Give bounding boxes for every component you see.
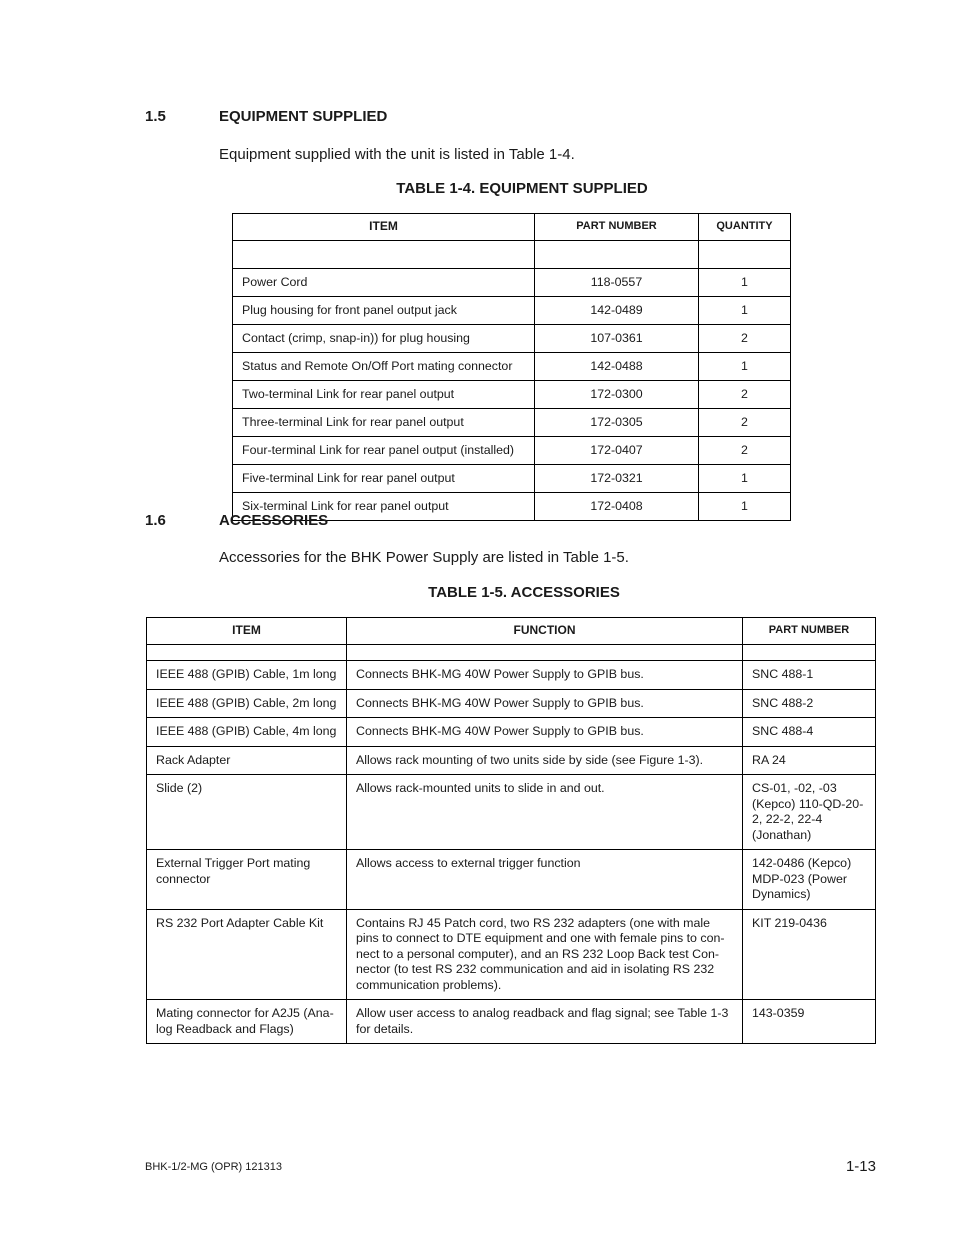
- table-cell: Contains RJ 45 Patch cord, two RS 232 adapters (one with male pins to connect to DTE equipment and one with female pins to con-nect to a personal computer), and an RS 232 Loop Back test Con-nector (to test RS 232 communication and aid in isolating RS 232 communication problems).: [347, 909, 743, 1000]
- table-cell: Allow user access to analog readback and flag signal; see Table 1-3 for details.: [347, 1000, 743, 1044]
- section-title: EQUIPMENT SUPPLIED: [219, 108, 388, 125]
- table-cell: IEEE 488 (GPIB) Cable, 2m long: [147, 689, 347, 718]
- table-cell: 107-0361: [535, 325, 699, 353]
- column-header: ITEM: [233, 214, 535, 241]
- section-paragraph: Accessories for the BHK Power Supply are listed in Table 1-5.: [219, 549, 629, 566]
- table-row: [147, 689, 876, 718]
- page-number: 1-13: [845, 1158, 876, 1175]
- table-row: [147, 850, 876, 910]
- table-row: [233, 353, 791, 381]
- table-header-row: [147, 618, 876, 645]
- table-cell: Rack Adapter: [147, 746, 347, 775]
- table-cell: Connects BHK-MG 40W Power Supply to GPIB bus.: [347, 689, 743, 718]
- table-cell: Mating connector for A2J5 (Ana-log Readback and Flags): [147, 1000, 347, 1044]
- table-caption: TABLE 1-4. EQUIPMENT SUPPLIED: [396, 180, 648, 197]
- table-caption: TABLE 1-5. ACCESSORIES: [428, 584, 620, 601]
- table-cell: 1: [699, 297, 791, 325]
- table-row: [233, 465, 791, 493]
- table-cell: Plug housing for front panel output jack: [233, 297, 535, 325]
- table-cell: Status and Remote On/Off Port mating connector: [233, 353, 535, 381]
- table-cell: External Trigger Port mating connector: [147, 850, 347, 910]
- column-header: PART NUMBER: [743, 618, 876, 645]
- table-cell: 118-0557: [535, 269, 699, 297]
- table-cell: 172-0407: [535, 437, 699, 465]
- table-cell: Two-terminal Link for rear panel output: [233, 381, 535, 409]
- table-header-row: [233, 214, 791, 241]
- table-cell: 172-0300: [535, 381, 699, 409]
- table-row: [233, 437, 791, 465]
- table-cell: 1: [699, 493, 791, 521]
- table-row: [147, 775, 876, 850]
- document-id: BHK-1/2-MG (OPR) 121313: [145, 1161, 282, 1173]
- table-cell: CS-01, -02, -03 (Kepco) 110-QD-20-2, 22-2, 22-4 (Jonathan): [743, 775, 876, 850]
- table-cell: 142-0486 (Kepco) MDP-023 (Power Dynamics): [743, 850, 876, 910]
- table-row: [147, 909, 876, 1000]
- table-cell: Power Cord: [233, 269, 535, 297]
- table-cell: 2: [699, 325, 791, 353]
- table-cell: Allows rack mounting of two units side by side (see Figure 1-3).: [347, 746, 743, 775]
- table-cell: RS 232 Port Adapter Cable Kit: [147, 909, 347, 1000]
- table-cell: 1: [699, 465, 791, 493]
- accessories-table: [146, 617, 876, 1044]
- table-cell: 2: [699, 409, 791, 437]
- table-cell: 2: [699, 381, 791, 409]
- table-cell: KIT 219-0436: [743, 909, 876, 1000]
- table-row: [233, 409, 791, 437]
- table-cell: Three-terminal Link for rear panel output: [233, 409, 535, 437]
- table-cell: SNC 488-4: [743, 718, 876, 747]
- table-cell: 1: [699, 353, 791, 381]
- table-cell: Four-terminal Link for rear panel output (installed): [233, 437, 535, 465]
- equipment-supplied-table: [232, 213, 791, 521]
- table-cell: Slide (2): [147, 775, 347, 850]
- section-number: 1.5: [145, 108, 166, 125]
- section-number: 1.6: [145, 512, 166, 529]
- table-row: [147, 1000, 876, 1044]
- table-cell: Connects BHK-MG 40W Power Supply to GPIB bus.: [347, 661, 743, 690]
- table-cell: IEEE 488 (GPIB) Cable, 1m long: [147, 661, 347, 690]
- table-cell: Connects BHK-MG 40W Power Supply to GPIB bus.: [347, 718, 743, 747]
- table-cell: SNC 488-2: [743, 689, 876, 718]
- table-cell: 172-0305: [535, 409, 699, 437]
- column-header: QUANTITY: [699, 214, 791, 241]
- table-cell: 143-0359: [743, 1000, 876, 1044]
- table-cell: 142-0489: [535, 297, 699, 325]
- column-header: FUNCTION: [347, 618, 743, 645]
- table-cell: 172-0408: [535, 493, 699, 521]
- table-cell: Five-terminal Link for rear panel output: [233, 465, 535, 493]
- table-cell: Allows rack-mounted units to slide in and out.: [347, 775, 743, 850]
- table-cell: Allows access to external trigger function: [347, 850, 743, 910]
- table-row: [233, 381, 791, 409]
- table-row: [147, 718, 876, 747]
- table-row: [233, 269, 791, 297]
- table-row: [147, 746, 876, 775]
- table-cell: IEEE 488 (GPIB) Cable, 4m long: [147, 718, 347, 747]
- section-paragraph: Equipment supplied with the unit is listed in Table 1-4.: [219, 146, 575, 163]
- table-cell: 1: [699, 269, 791, 297]
- table-cell: 172-0321: [535, 465, 699, 493]
- column-header: ITEM: [147, 618, 347, 645]
- table-cell: SNC 488-1: [743, 661, 876, 690]
- table-row: [147, 661, 876, 690]
- table-cell: Six-terminal Link for rear panel output: [233, 493, 535, 521]
- section-title: ACCESSORIES: [219, 512, 329, 529]
- table-cell: Contact (crimp, snap-in)) for plug housing: [233, 325, 535, 353]
- table-cell: 2: [699, 437, 791, 465]
- table-cell: 142-0488: [535, 353, 699, 381]
- table-cell: RA 24: [743, 746, 876, 775]
- table-row: [233, 297, 791, 325]
- table-row: [233, 325, 791, 353]
- column-header: PART NUMBER: [535, 214, 699, 241]
